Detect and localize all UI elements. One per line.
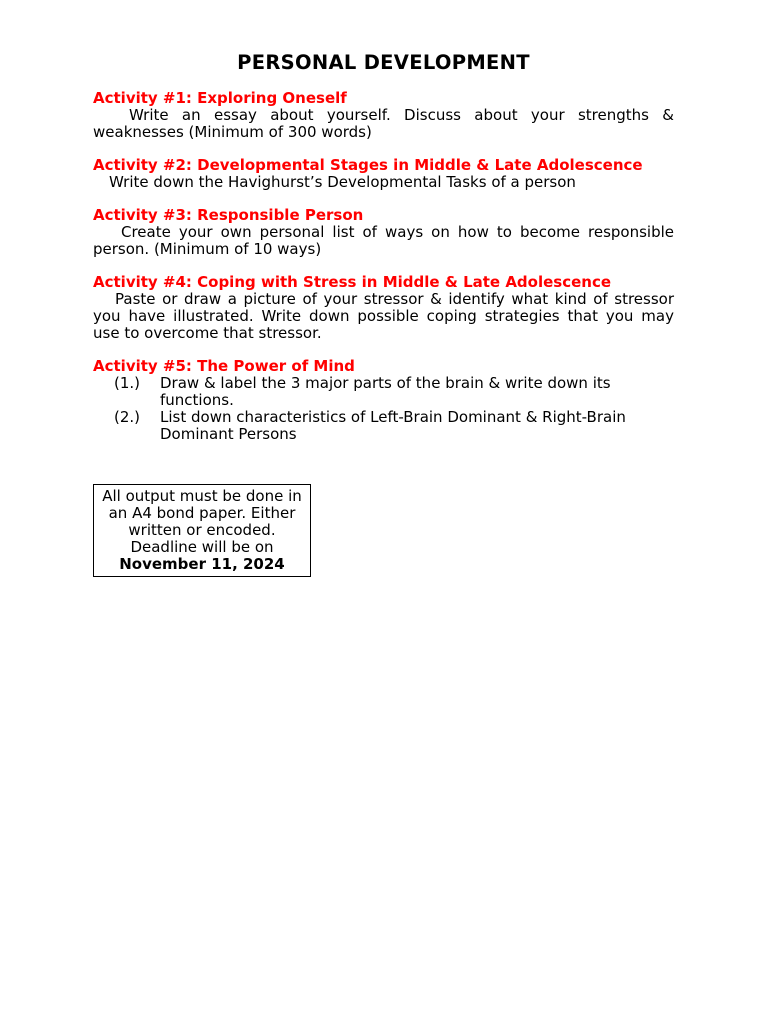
list-item	[93, 375, 674, 409]
activity-4	[93, 274, 674, 342]
activity-3-instructions: Create your own personal list of ways on how to become responsible person. (Minimum of 10 ways)	[93, 223, 674, 258]
activity-4-heading: Activity #4: Coping with Stress in Middle & Late Adolescence	[93, 273, 612, 291]
activity-1	[93, 90, 674, 141]
activity-5-task-list	[93, 375, 674, 443]
activity-1-heading: Activity #1: Exploring Oneself	[93, 89, 347, 107]
activity-2	[93, 157, 674, 191]
list-item-text: Draw & label the 3 major parts of the brain & write down its functions.	[160, 374, 611, 409]
activity-5-heading: Activity #5: The Power of Mind	[93, 357, 355, 375]
activity-2-instructions: Write down the Havighurst’s Developmental Tasks of a person	[109, 173, 576, 191]
activity-5	[93, 358, 674, 443]
list-item-number: (1.)	[114, 374, 141, 392]
page-title: PERSONAL DEVELOPMENT	[237, 51, 530, 74]
document-page	[93, 50, 674, 459]
submission-notice-box	[93, 484, 311, 577]
list-item-text: List down characteristics of Left-Brain Dominant & Right-Brain Dominant Persons	[160, 408, 626, 443]
activity-4-instructions: Paste or draw a picture of your stressor & identify what kind of stressor you have illustrated. Write down possible coping strategies that you may use to overcome that stressor.	[93, 290, 674, 342]
activity-2-heading: Activity #2: Developmental Stages in Middle & Late Adolescence	[93, 156, 643, 174]
activity-3	[93, 207, 674, 258]
activity-1-instructions: Write an essay about yourself. Discuss about your strengths & weaknesses (Minimum of 300 words)	[93, 106, 674, 141]
notice-text: All output must be done in an A4 bond paper. Either written or encoded. Deadline will be on	[102, 487, 302, 556]
list-item	[93, 409, 674, 443]
deadline-date: November 11, 2024	[119, 555, 285, 573]
activity-3-heading: Activity #3: Responsible Person	[93, 206, 364, 224]
list-item-number: (2.)	[114, 408, 141, 426]
